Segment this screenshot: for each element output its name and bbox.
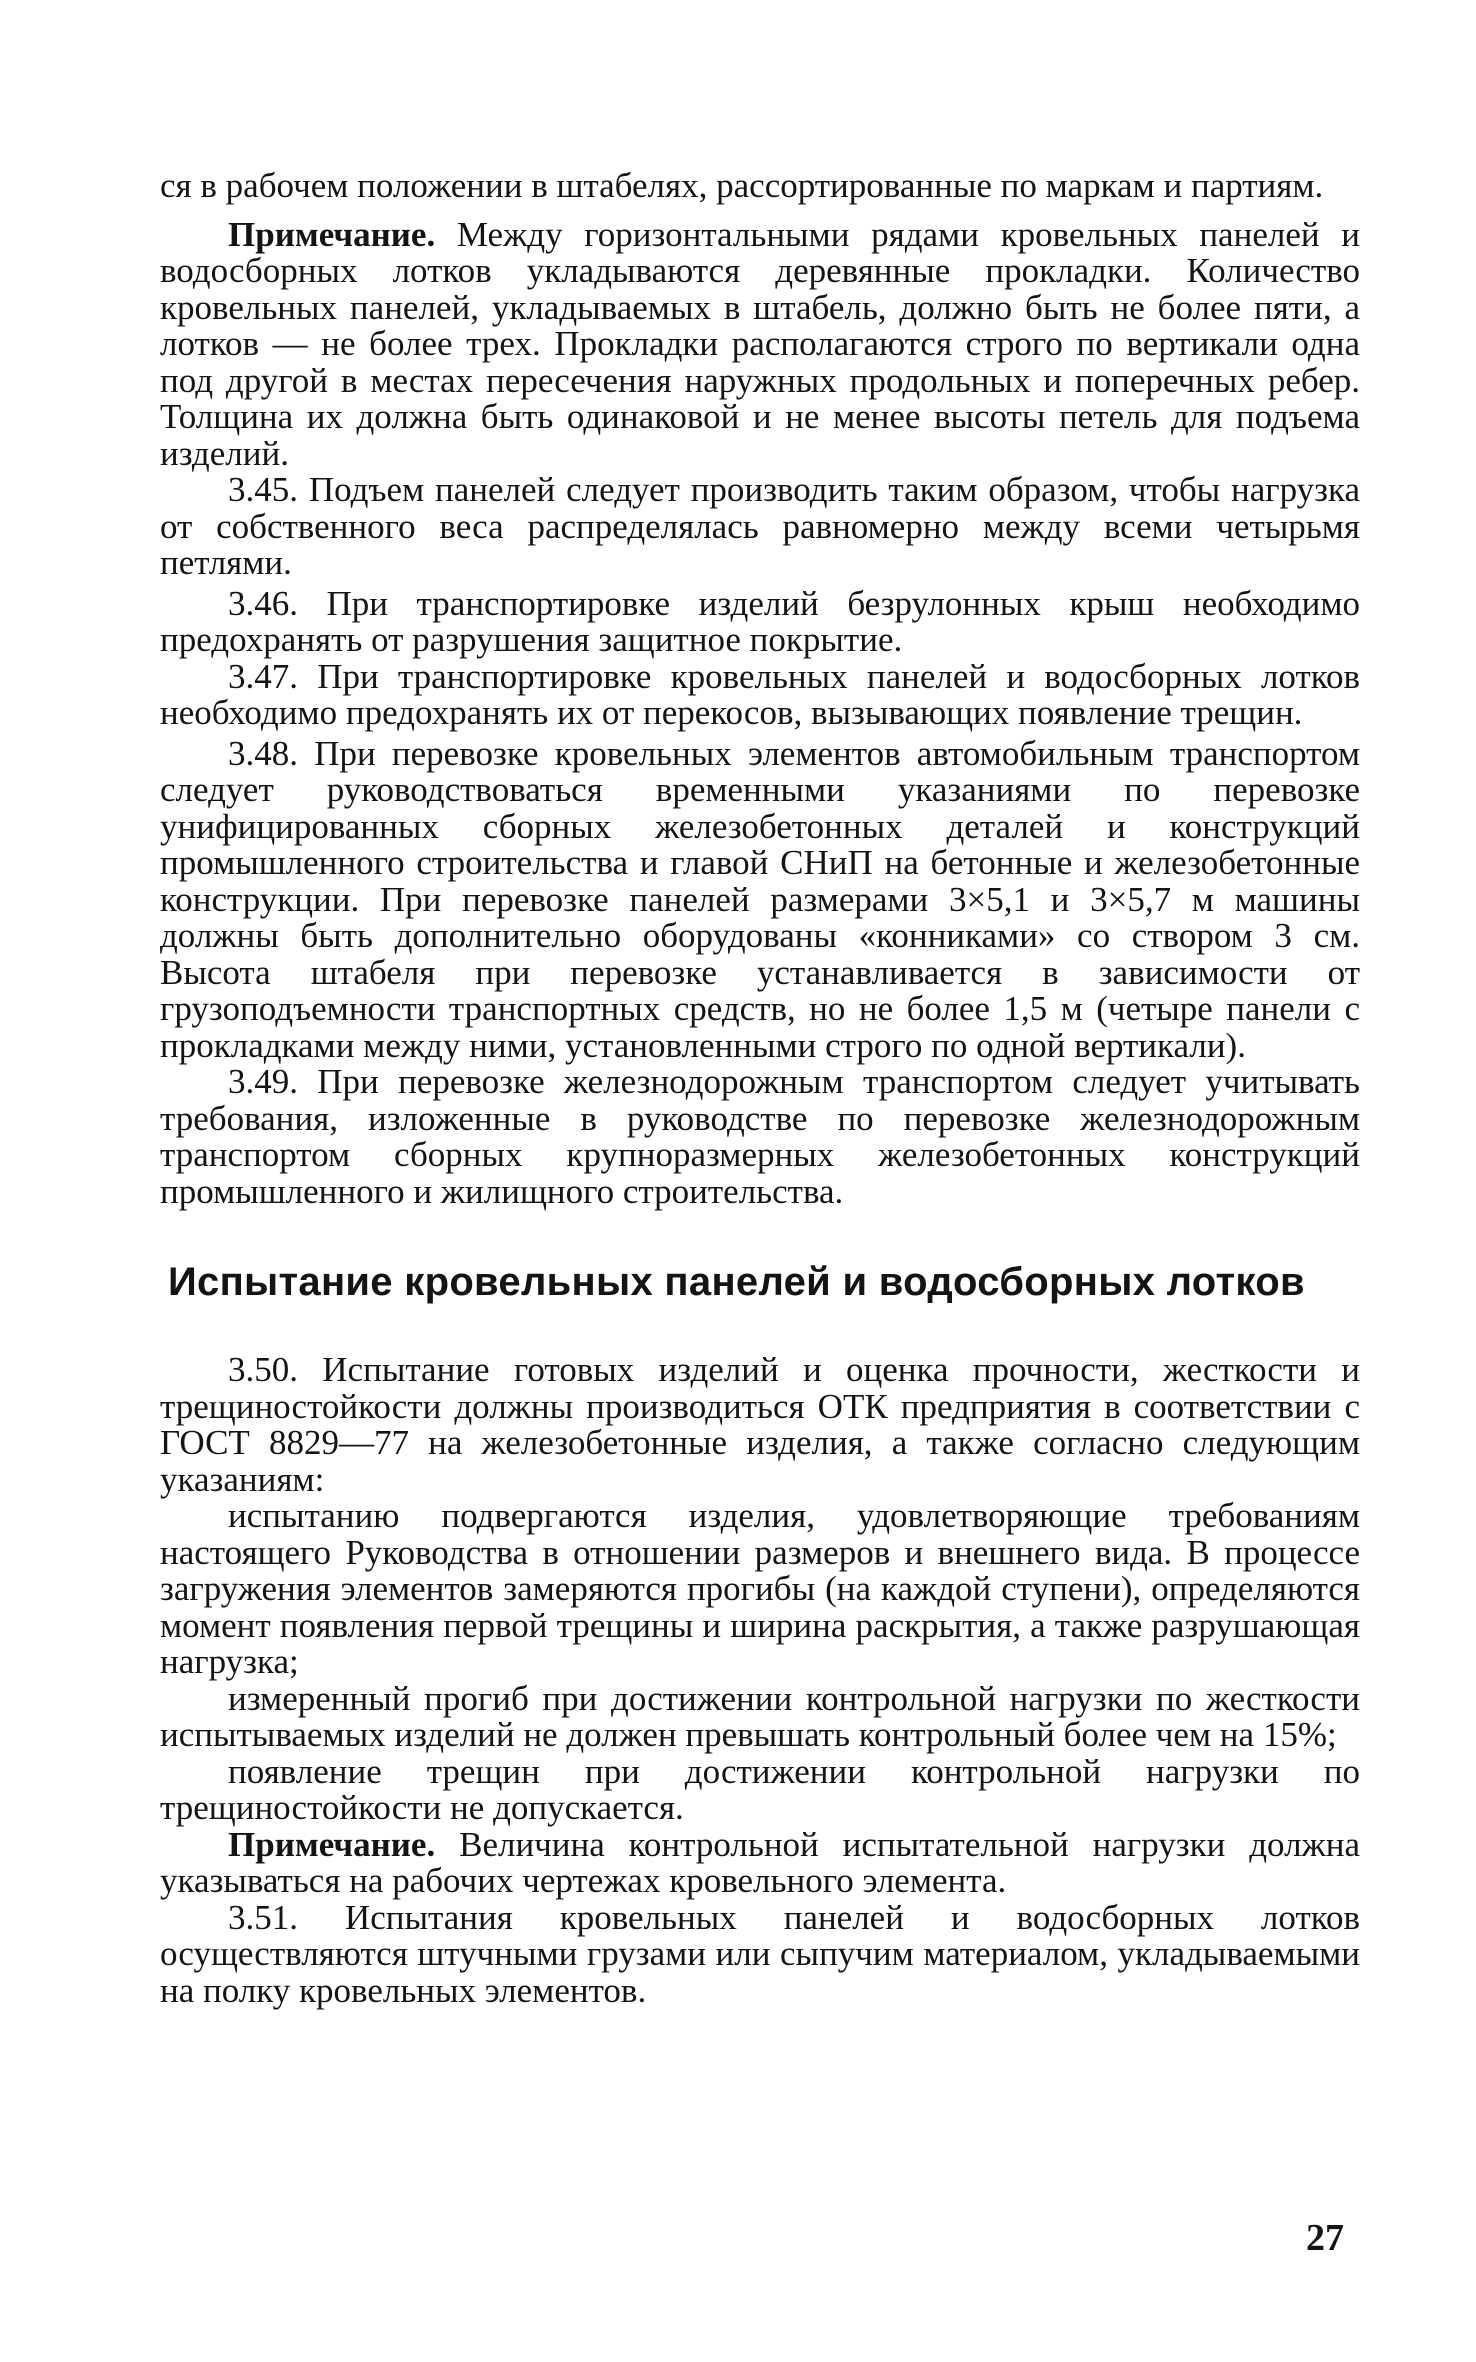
list-item: испытанию подвергаются изделия, удовлетворяющие требованиям настоящего Руководства в отношении размеров и внешнего вида. В процессе загружения элементов замеряются прогибы (на каждой ступени), определяются момент появления первой трещины и ширина раскрытия, а также разрушающая нагрузка; — [160, 1496, 1360, 1681]
note-label: Примечание. — [228, 214, 436, 254]
paragraph-3-48: 3.48. При перевозке кровельных элементов автомобильным транспортом следует руководствоваться временными указаниями по перевозке унифицированных сборных железобетонных деталей и конструкций промышленного строительства и главой СНиП на бетонные и железобетонные конструкции. При перевозке панелей размерами 3×5,1 и 3×5,7 м машины должны быть дополнительно оборудованы «конниками» со створом 3 см. Высота штабеля при перевозке устанавливается в зависимости от грузоподъемности транспортных средств, но не более 1,5 м (четыре панели с прокладками между ними, установленными строго по одной вертикали). — [160, 733, 1360, 1065]
paragraph-3-49: 3.49. При перевозке железнодорожным транспортом следует учитывать требования, изложенные в руководстве по перевозке железнодорожным транспортом сборных крупноразмерных железобетонных конструкций промышленного и жилищного строительства. — [160, 1062, 1360, 1211]
note-label: Примечание. — [228, 1824, 436, 1864]
paragraph-3-47: 3.47. При транспортировке кровельных панелей и водосборных лотков необходимо предохранять их от перекосов, вызывающих появление трещин. — [160, 656, 1360, 732]
note-text: Величина контрольной испытательной нагрузки должна указываться на рабочих чертежах кровельного элемента. — [160, 1824, 1360, 1900]
section-heading: Испытание кровельных панелей и водосборных лотков — [168, 1260, 1305, 1304]
paragraph-3-51: 3.51. Испытания кровельных панелей и водосборных лотков осуществляются штучными грузами или сыпучим материалом, укладываемыми на полку кровельных элементов. — [160, 1897, 1360, 2010]
note-paragraph — [160, 1824, 1360, 1900]
paragraph-3-50: 3.50. Испытание готовых изделий и оценка прочности, жесткости и трещиностойкости должны производиться ОТК предприятия в соответствии с ГОСТ 8829—77 на железобетонные изделия, а также согласно следующим указаниям: — [160, 1350, 1360, 1499]
list-item: измеренный прогиб при достижении контрольной нагрузки по жесткости испытываемых изделий не должен превышать контрольный более чем на 15%; — [160, 1678, 1360, 1754]
page-number: 27 — [1306, 2217, 1344, 2259]
note-paragraph — [160, 214, 1360, 473]
note-text: Между горизонтальными рядами кровельных панелей и водосборных лотков укладываются деревянные прокладки. Количество кровельных панелей, укладываемых в штабель, должно быть не более пяти, а лотков — не более трех. Прокладки располагаются строго по вертикали одна под другой в местах пересечения наружных продольных и поперечных ребер. Толщина их должна быть одинаковой и не менее высоты петель для подъема изделий. — [160, 214, 1360, 473]
paragraph-continuation: ся в рабочем положении в штабелях, рассортированные по маркам и партиям. — [160, 166, 1324, 205]
paragraph-3-45: 3.45. Подъем панелей следует производить таким образом, чтобы нагрузка от собственного веса распределялась равномерно между всеми четырьмя петлями. — [160, 470, 1360, 582]
list-item: появление трещин при достижении контрольной нагрузки по трещиностойкости не допускается. — [160, 1751, 1360, 1827]
page-body — [160, 168, 1360, 2009]
paragraph-3-46: 3.46. При транспортировке изделий безрулонных крыш необходимо предохранять от разрушения защитное покрытие. — [160, 583, 1360, 659]
